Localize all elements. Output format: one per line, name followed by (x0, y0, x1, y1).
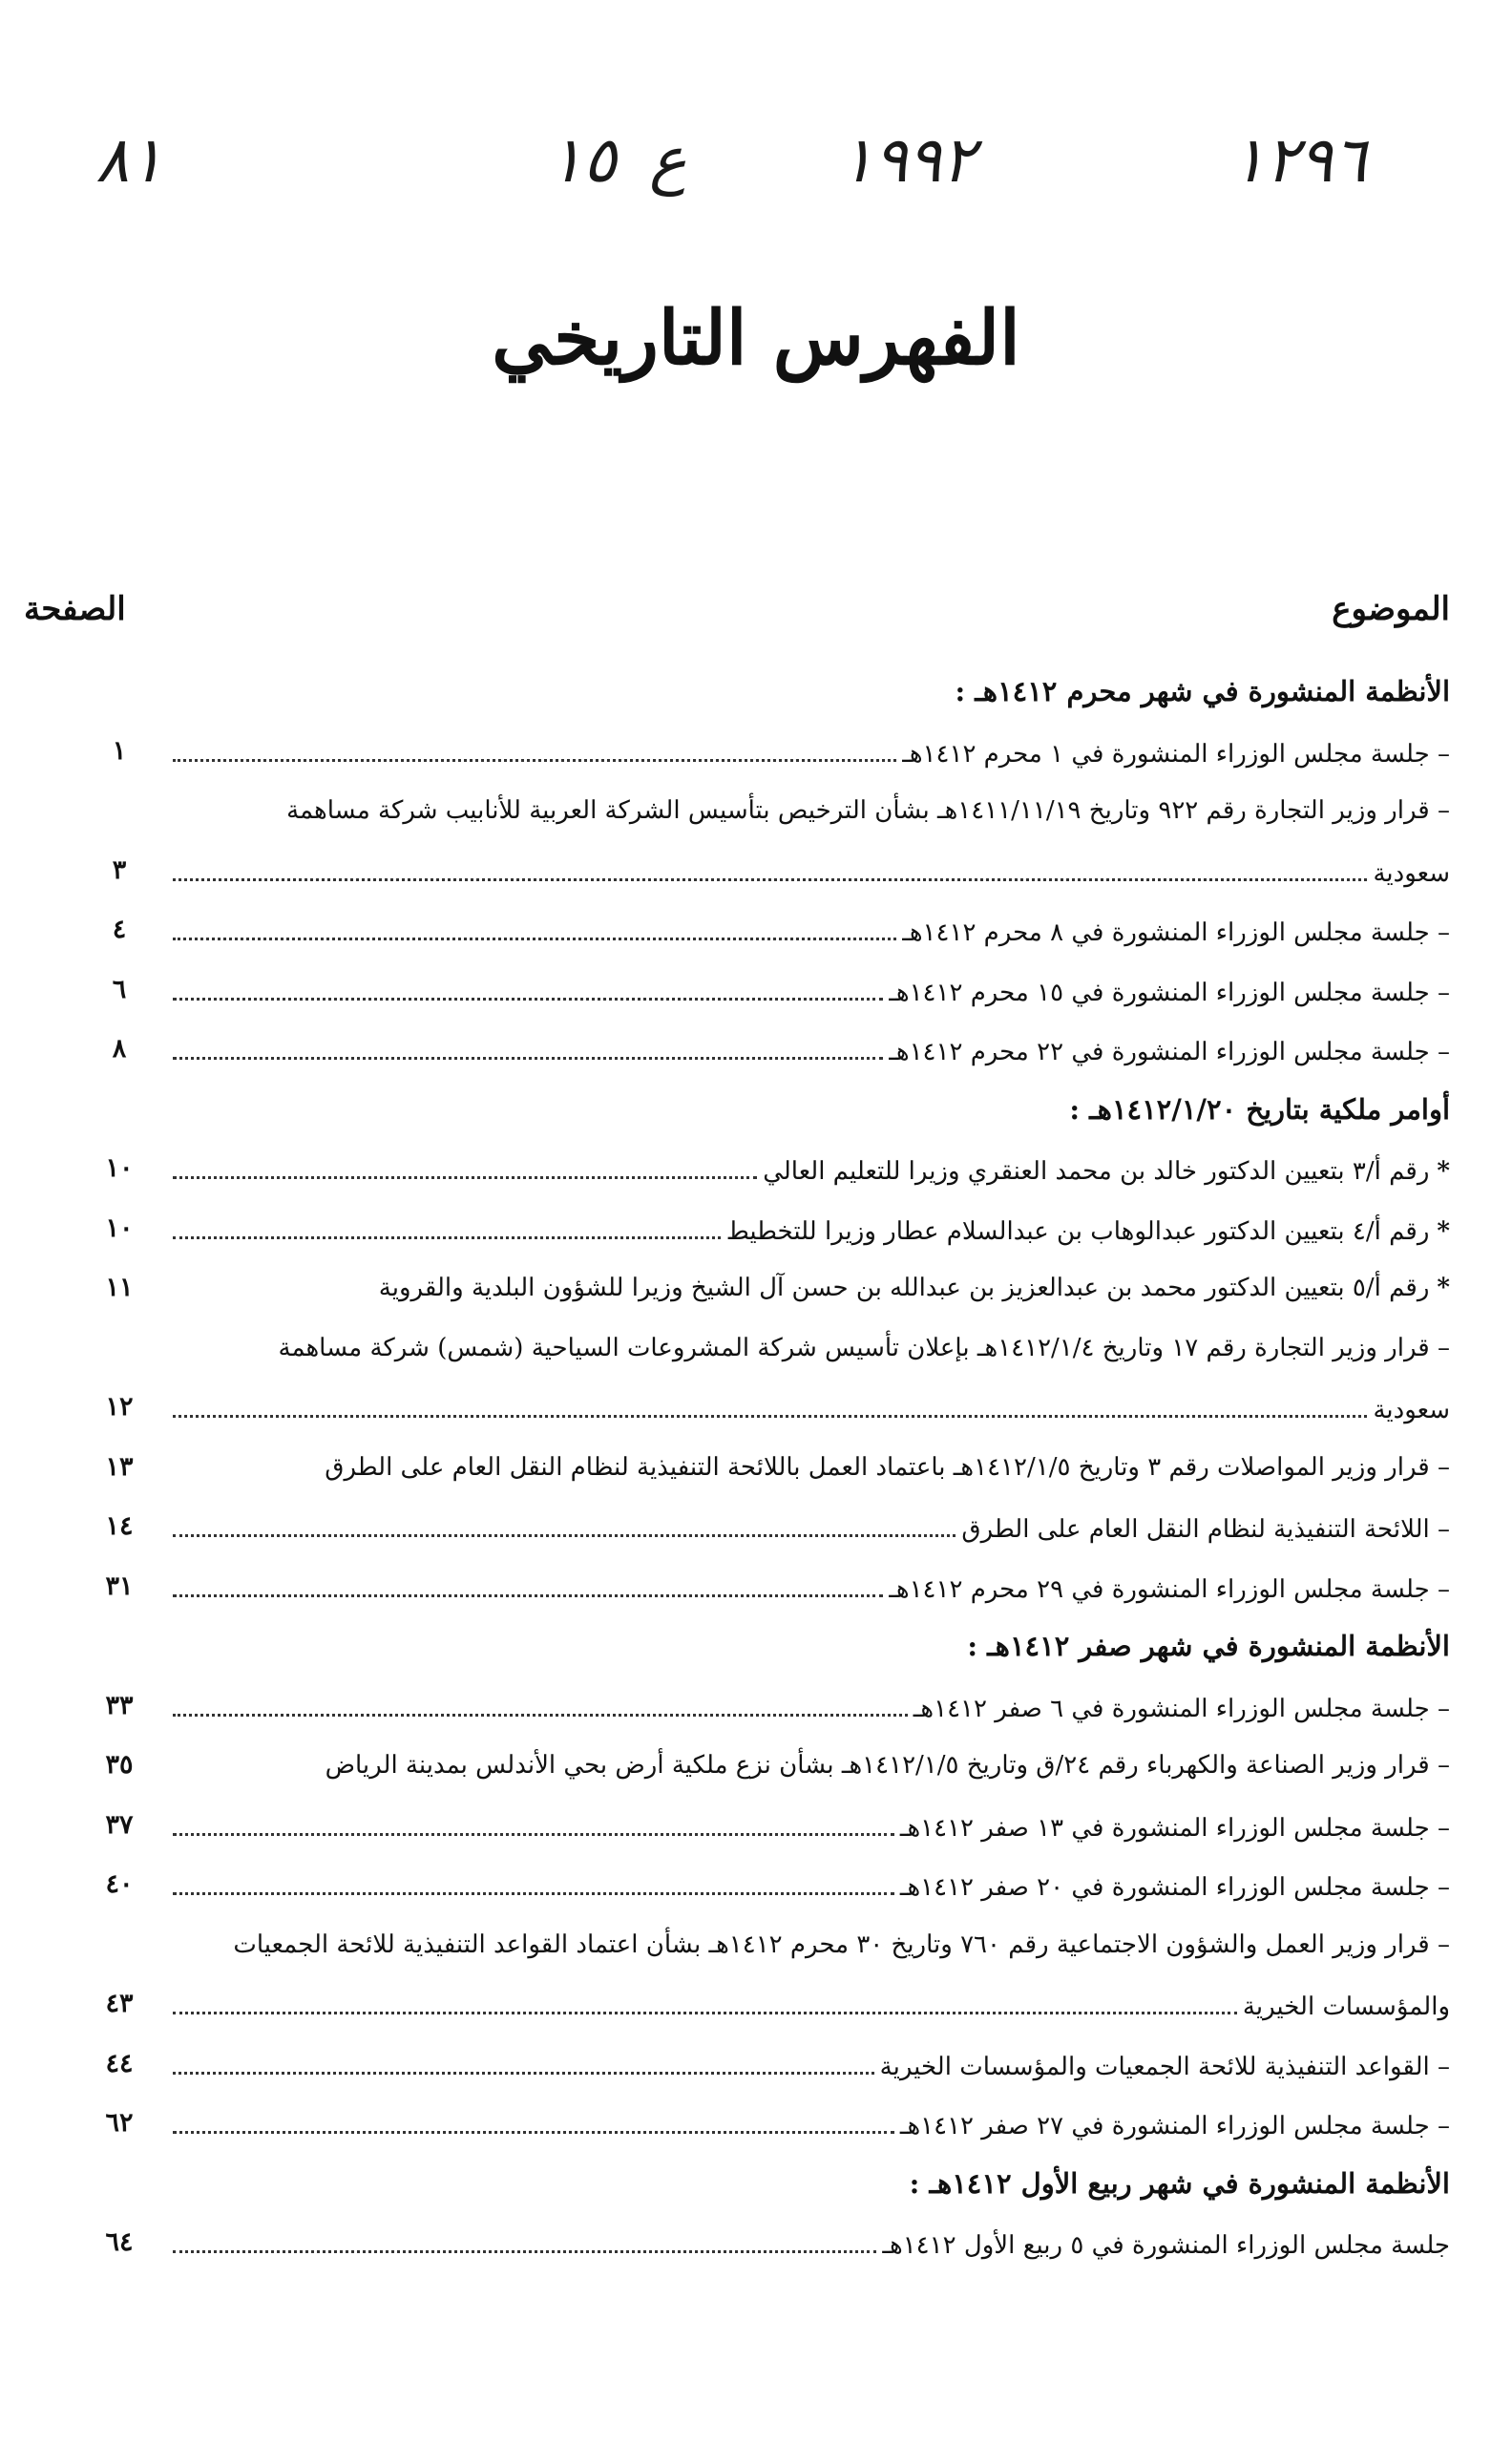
entry-text: رقم أ/٣ بتعيين الدكتور خالد بن محمد العنقري وزيرا للتعليم العالي (763, 1157, 1430, 1186)
dot-leader (173, 2045, 874, 2075)
dot-leader (173, 1806, 894, 1836)
bullet-icon: * (1437, 1274, 1450, 1302)
page-number: ١٣ (105, 1451, 134, 1482)
handwritten-note: ١٩٩٢ (840, 123, 976, 197)
entry-text: – جلسة مجلس الوزراء المنشورة في ٢٩ محرم ١٤١٢هـ (889, 1574, 1450, 1604)
index-entry (0, 1441, 1512, 1501)
section-heading (0, 1619, 1512, 1679)
index-entry (0, 1381, 1512, 1441)
index-entry (0, 1858, 1512, 1918)
page-number: ٤٠ (105, 1869, 134, 1899)
dot-leader (173, 2104, 894, 2134)
entry-text: – قرار وزير التجارة رقم ٩٢٢ وتاريخ ١٤١١/١١/١٩هـ بشأن الترخيص بتأسيس الشركة العربية للأنابيب شركة مساهمة (286, 796, 1450, 825)
dot-leader (173, 1388, 1367, 1418)
dot-leader (173, 2224, 876, 2253)
index-entry (0, 1261, 1512, 1321)
entry-text: والمؤسسات الخيرية (1242, 1993, 1450, 2021)
page-title: الفهرس التاريخي (492, 295, 1020, 382)
index-list (0, 664, 1512, 2276)
index-entry (0, 1321, 1512, 1381)
index-entry (0, 903, 1512, 963)
entry-text: – قرار وزير العمل والشؤون الاجتماعية رقم ٧٦٠ وتاريخ ٣٠ محرم ١٤١٢هـ بشأن اعتماد القواعد التنفيذية للائحة الجمعيات (233, 1929, 1450, 1959)
index-entry (0, 844, 1512, 904)
dot-leader (173, 1687, 908, 1717)
section-heading (0, 2157, 1512, 2217)
column-header-page: الصفحة (24, 590, 126, 628)
entry-text: – قرار وزير التجارة رقم ١٧ وتاريخ ١٤١٢/١/٤هـ بإعلان تأسيس شركة المشروعات السياحية (شمس) شركة مساهمة (278, 1333, 1450, 1362)
bullet-icon: * (1437, 1157, 1450, 1186)
page-number: ٤٤ (105, 2048, 134, 2078)
page-number: ٣٣ (105, 1690, 134, 1720)
page-number: ٣٥ (105, 1750, 134, 1780)
index-entry (0, 1799, 1512, 1859)
page-number: ٣١ (105, 1571, 134, 1601)
page-number: ٤ (112, 915, 127, 944)
index-entry (0, 1977, 1512, 2037)
dot-leader (173, 1568, 883, 1597)
page-number: ١٤ (105, 1511, 134, 1541)
page-number: ٦٢ (105, 2108, 134, 2138)
handwritten-note: ١٥ (549, 123, 617, 197)
handwritten-note: ١٢٩٦ (1231, 123, 1367, 197)
page-number: ٣ (112, 854, 127, 885)
index-entry (0, 2097, 1512, 2157)
index-entry (0, 1023, 1512, 1083)
dot-leader (173, 1985, 1237, 2014)
entry-text: سعودية (1373, 1396, 1450, 1424)
entry-text: جلسة مجلس الوزراء المنشورة في ٥ ربيع الأول ١٤١٢هـ (882, 2231, 1450, 2260)
entry-text: الأنظمة المنشورة في شهر ربيع الأول ١٤١٢هـ : (909, 2166, 1450, 2200)
entry-text: – اللائحة التنفيذية لنظام النقل العام على الطرق (961, 1515, 1450, 1544)
entry-text: سعودية (1373, 858, 1450, 888)
section-heading (0, 1083, 1512, 1143)
page-number: ٣٧ (105, 1809, 134, 1840)
entry-text: – جلسة مجلس الوزراء المنشورة في ١٣ صفر ١٤١٢هـ (899, 1813, 1450, 1843)
entry-text: رقم أ/٥ بتعيين الدكتور محمد بن عبدالعزيز بن عبدالله بن حسن آل الشيخ وزيرا للشؤون البلدية والقروية (378, 1274, 1430, 1302)
index-entry (0, 1202, 1512, 1262)
dot-leader (173, 1508, 956, 1537)
dot-leader (173, 1210, 721, 1239)
dot-leader (173, 911, 896, 940)
page-number: ١٢ (105, 1392, 134, 1422)
index-entry (0, 784, 1512, 844)
entry-text: – جلسة مجلس الوزراء المنشورة في ٨ محرم ١٤١٢هـ (902, 918, 1450, 947)
entry-text: الأنظمة المنشورة في شهر صفر ١٤١٢هـ : (967, 1630, 1450, 1662)
bullet-icon: * (1437, 1216, 1450, 1246)
index-entry (0, 1918, 1512, 1978)
entry-text: – القواعد التنفيذية للائحة الجمعيات والمؤسسات الخيرية (879, 2052, 1450, 2081)
dot-leader (173, 971, 883, 1001)
section-heading (0, 664, 1512, 725)
entry-text: – جلسة مجلس الوزراء المنشورة في ٢٧ صفر ١٤١٢هـ (899, 2112, 1450, 2140)
dot-leader (173, 1030, 883, 1060)
entry-text: أوامر ملكية بتاريخ ١٤١٢/١/٢٠هـ : (1069, 1092, 1450, 1126)
handwritten-note: ع (649, 123, 687, 197)
entry-text: – جلسة مجلس الوزراء المنشورة في ٢٠ صفر ١٤١٢هـ (899, 1873, 1450, 1902)
page-number: ١١ (105, 1273, 134, 1302)
entry-text: – قرار وزير الصناعة والكهرباء رقم ٢٤/ق وتاريخ ١٤١٢/١/٥هـ بشأن نزع ملكية أرض بحي الأندلس بمدينة الرياض (325, 1751, 1450, 1780)
index-entry (0, 1560, 1512, 1620)
page-number: ٦ (112, 974, 127, 1004)
entry-text: – قرار وزير المواصلات رقم ٣ وتاريخ ١٤١٢/١/٥هـ باعتماد العمل باللائحة التنفيذية لنظام النقل العام على الطرق (325, 1452, 1450, 1482)
dot-leader (173, 1149, 757, 1179)
page-number: ١ (112, 735, 127, 766)
index-entry (0, 963, 1512, 1023)
index-entry (0, 2037, 1512, 2098)
index-entry (0, 2216, 1512, 2276)
index-entry (0, 1142, 1512, 1202)
page-number: ١٠ (105, 1153, 134, 1183)
page-number: ٨ (112, 1034, 127, 1064)
entry-text: – جلسة مجلس الوزراء المنشورة في ١ محرم ١٤١٢هـ (902, 739, 1450, 769)
column-header-subject: الموضوع (1332, 590, 1450, 628)
page-number: ٤٣ (105, 1989, 134, 2018)
index-entry (0, 1500, 1512, 1560)
entry-text: الأنظمة المنشورة في شهر محرم ١٤١٢هـ : (955, 675, 1450, 707)
dot-leader (173, 732, 896, 762)
entry-text: رقم أ/٤ بتعيين الدكتور عبدالوهاب بن عبدالسلام عطار وزيرا للتخطيط (725, 1216, 1430, 1246)
index-entry (0, 1679, 1512, 1740)
entry-text: – جلسة مجلس الوزراء المنشورة في ١٥ محرم ١٤١٢هـ (889, 978, 1450, 1007)
entry-text: – جلسة مجلس الوزراء المنشورة في ٢٢ محرم ١٤١٢هـ (889, 1038, 1450, 1066)
page-number: ١٠ (105, 1212, 134, 1243)
dot-leader (173, 1866, 894, 1895)
dot-leader (173, 852, 1367, 881)
handwritten-note: ٨١ (95, 123, 163, 197)
page-number: ٦٤ (105, 2227, 134, 2257)
index-entry (0, 1739, 1512, 1799)
index-entry (0, 725, 1512, 785)
entry-text: – جلسة مجلس الوزراء المنشورة في ٦ صفر ١٤١٢هـ (913, 1694, 1450, 1723)
